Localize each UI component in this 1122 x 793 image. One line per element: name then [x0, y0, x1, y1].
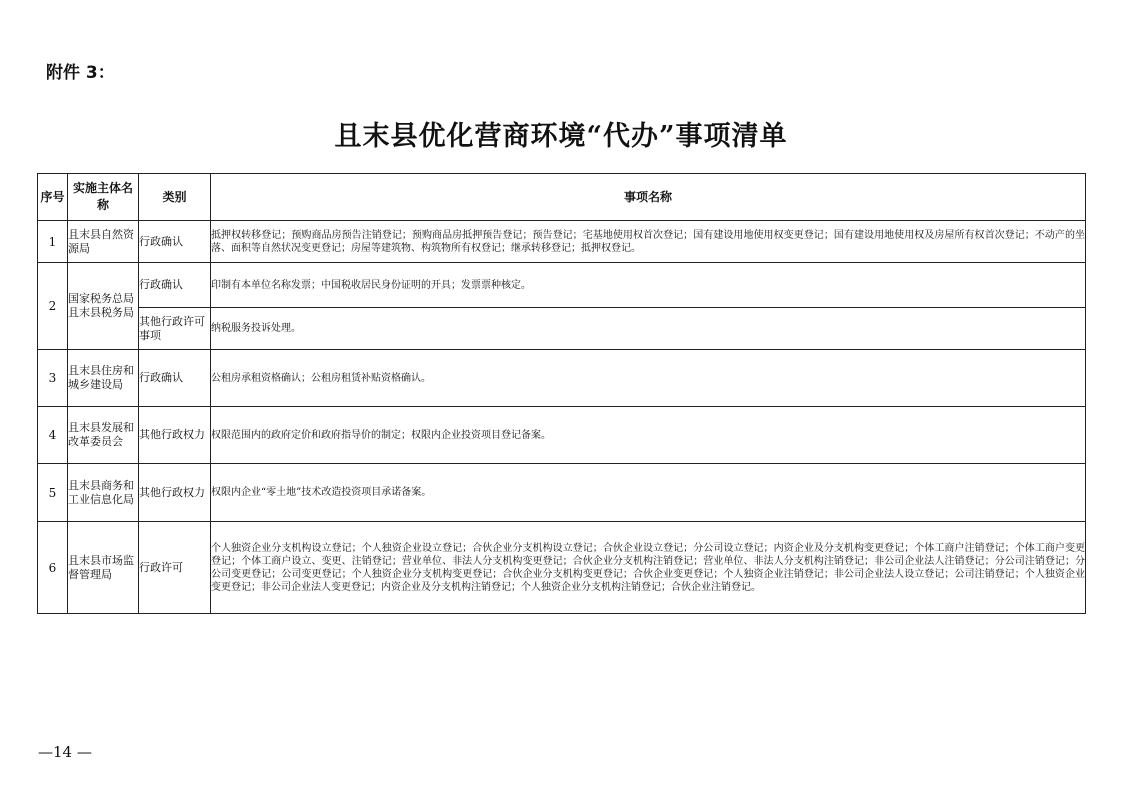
table-header-row	[38, 174, 1086, 221]
table-row	[38, 263, 1086, 308]
header-category: 类别	[139, 174, 211, 221]
row-category: 行政确认	[139, 221, 211, 263]
row-seq: 6	[38, 522, 68, 614]
row-category: 其他行政权力	[139, 407, 211, 464]
header-seq: 序号	[38, 174, 68, 221]
row-org: 国家税务总局且末县税务局	[68, 263, 139, 350]
row-seq: 2	[38, 263, 68, 350]
row-category: 其他行政权力	[139, 464, 211, 522]
row-items: 权限内企业“零土地”技术改造投资项目承诺备案。	[211, 464, 1086, 522]
row-seq: 5	[38, 464, 68, 522]
items-table	[37, 173, 1086, 614]
row-items: 公租房承租资格确认；公租房租赁补贴资格确认。	[211, 350, 1086, 407]
row-items: 印制有本单位名称发票；中国税收居民身份证明的开具；发票票种核定。	[211, 263, 1086, 308]
row-org: 且末县住房和城乡建设局	[68, 350, 139, 407]
table-row	[38, 464, 1086, 522]
attachment-label: 附件 3：	[46, 63, 115, 83]
row-items: 权限范围内的政府定价和政府指导价的制定；权限内企业投资项目登记备案。	[211, 407, 1086, 464]
page-title: 且末县优化营商环境“代办”事项清单	[334, 121, 788, 152]
row-items: 抵押权转移登记；预购商品房预告注销登记；预购商品房抵押预告登记；预告登记；宅基地使用权首次登记；国有建设用地使用权变更登记；国有建设用地使用权及房屋所有权首次登记；不动产的坐落、面积等自然状况变更登记；房屋等建筑物、构筑物所有权登记；继承转移登记；抵押权登记。	[211, 221, 1086, 263]
row-items: 纳税服务投诉处理。	[211, 308, 1086, 350]
row-category: 行政确认	[139, 350, 211, 407]
row-seq: 4	[38, 407, 68, 464]
row-seq: 3	[38, 350, 68, 407]
row-org: 且末县自然资源局	[68, 221, 139, 263]
row-items: 个人独资企业分支机构设立登记；个人独资企业设立登记；合伙企业分支机构设立登记；合伙企业设立登记；分公司设立登记；内资企业及分支机构变更登记；个体工商户注销登记；个体工商户变更登记；个体工商户设立、变更、注销登记；营业单位、非法人分支机构变更登记；合伙企业分支机构注销登记；营业单位、非法人分支机构注销登记；非公司企业法人注销登记；分公司注销登记；分公司变更登记；公司变更登记；个人独资企业分支机构变更登记；合伙企业分支机构变更登记；合伙企业变更登记；个人独资企业注销登记；非公司企业法人设立登记；公司注销登记；个人独资企业变更登记；非公司企业法人变更登记；内资企业及分支机构注销登记；个人独资企业分支机构注销登记；合伙企业注销登记。	[211, 522, 1086, 614]
row-org: 且末县发展和改革委员会	[68, 407, 139, 464]
row-category: 行政许可	[139, 522, 211, 614]
row-category: 行政确认	[139, 263, 211, 308]
row-seq: 1	[38, 221, 68, 263]
row-category: 其他行政许可事项	[139, 308, 211, 350]
header-items: 事项名称	[211, 174, 1086, 221]
page-number: —14 —	[38, 743, 92, 761]
table-row	[38, 350, 1086, 407]
table-row	[38, 308, 1086, 350]
row-org: 且末县商务和工业信息化局	[68, 464, 139, 522]
row-org: 且末县市场监督管理局	[68, 522, 139, 614]
header-org: 实施主体名称	[68, 174, 139, 221]
table-row	[38, 407, 1086, 464]
table-row	[38, 522, 1086, 614]
table-row	[38, 221, 1086, 263]
